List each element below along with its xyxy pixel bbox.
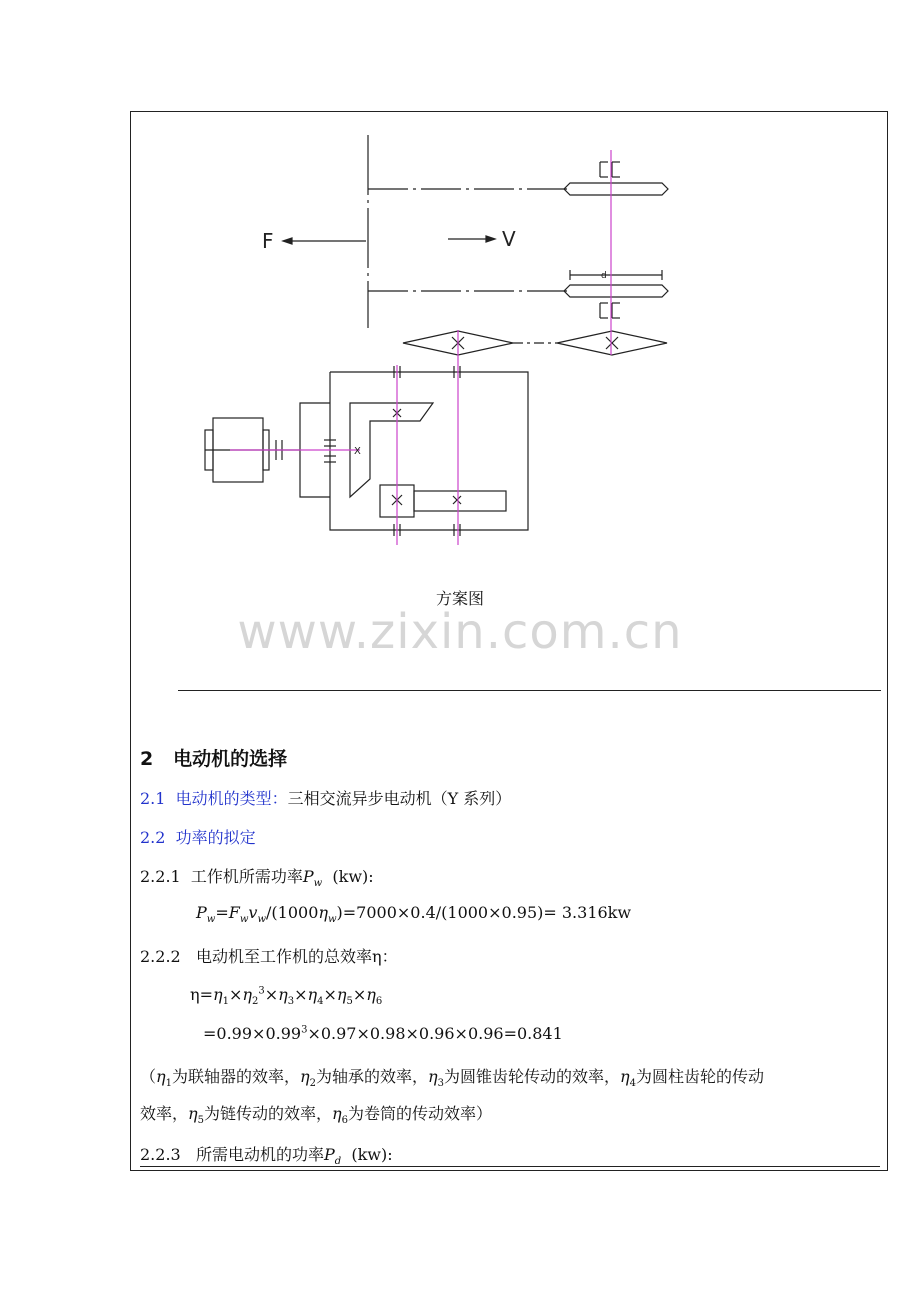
drum-lower bbox=[564, 285, 668, 297]
work-power-line: 2.2.1 工作机所需功率$P_w$ (kw): bbox=[140, 867, 374, 890]
velocity-label: V bbox=[502, 227, 516, 251]
drum-upper bbox=[564, 183, 668, 195]
motor-type-line: 2.1 电动机的类型：三相交流异步电动机（Y 系列） bbox=[140, 789, 512, 808]
note-line-1: （$\eta_1$为联轴器的效率，$\eta_2$为轴承的效率，$\eta_3$为圆锥齿轮传动的效率，$\eta_4$为圆柱齿轮的传动 bbox=[140, 1067, 764, 1090]
bottom-rule bbox=[140, 1166, 880, 1167]
section-heading: 2 电动机的选择 bbox=[140, 748, 288, 770]
diameter-label: d bbox=[601, 271, 607, 281]
force-label: F bbox=[262, 229, 274, 253]
note-line-2: 效率，$\eta_5$为链传动的效率，$\eta_6$为卷筒的传动效率） bbox=[140, 1104, 492, 1127]
scheme-diagram bbox=[0, 0, 920, 600]
power-heading: 2.2 功率的拟定 bbox=[140, 828, 256, 847]
eta-value: $=0.99\times 0.99^3\times 0.97\times 0.98\times 0.96\times 0.96=0.841$ bbox=[203, 1024, 563, 1043]
motor-power-line: 2.2.3 所需电动机的功率$P_d$ (kw): bbox=[140, 1145, 393, 1168]
bevel-mark-label: X bbox=[354, 446, 361, 457]
diagram-caption: 方案图 bbox=[435, 589, 484, 608]
watermark: www.zixin.com.cn bbox=[237, 604, 683, 660]
total-efficiency-line: 2.2.2 电动机至工作机的总效率η： bbox=[140, 947, 398, 966]
bevel-gear-set bbox=[350, 403, 433, 497]
spur-gear-large bbox=[414, 491, 506, 511]
pw-formula: $P_w=F_wv_w/(1000\eta_w)=7000\times 0.4/(1000\times 0.95)= 3.316kw$ bbox=[196, 903, 632, 926]
eta-formula: $\eta=\eta_1\times\eta_2^3\times\eta_3\times\eta_4\times\eta_5\times\eta_6$ bbox=[190, 985, 383, 1008]
divider bbox=[178, 690, 881, 691]
